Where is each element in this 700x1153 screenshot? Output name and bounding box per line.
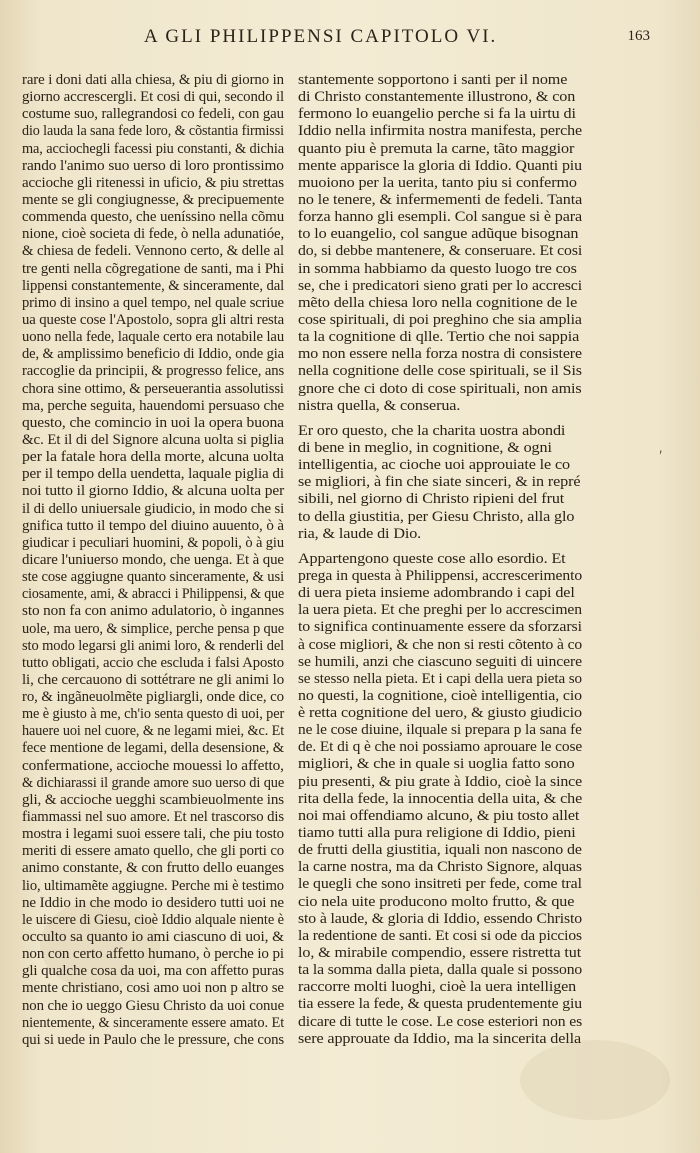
text-line: uono nella fede, laquale certo era notabile lau bbox=[22, 329, 285, 346]
text-line: nistra quella, & conserua. bbox=[298, 397, 461, 414]
text-line: hauere uoi nel cuore, & ne legami miei, &c. Et bbox=[22, 723, 285, 740]
text-line: do, si debbe mantenere, & conseruare. Et cosi bbox=[298, 243, 583, 260]
text-line: de. Et di q è che noi possiamo aprouare le cose bbox=[298, 739, 583, 756]
text-line: ria, & laude di Dio. bbox=[298, 525, 422, 542]
text-line: in somma habbiamo da questo luogo tre cos bbox=[298, 260, 577, 277]
text-line: commenda questo, che ueníssino nella cõmu bbox=[22, 209, 285, 226]
text-line: ne le cose diuine, ilquale si prepara p la sana fe bbox=[298, 722, 582, 739]
text-line: muoiono per la uerita, tanto piu si confermo bbox=[298, 174, 577, 191]
text-line: confermatione, accioche mouessi lo affetto, bbox=[22, 757, 284, 774]
text-line: Er oro questo, che la charita uostra abondi bbox=[298, 422, 566, 439]
text-line: per la fatale hora della morte, alcuna uolta bbox=[22, 449, 284, 466]
text-line: fermono lo euangelio perche si fa la uirtu di bbox=[298, 106, 576, 123]
text-line: lio, ultimamẽte aggiugne. Perche mi è testimo bbox=[22, 877, 284, 894]
text-line: &c. Et il di del Signore alcuna uolta si piglia bbox=[22, 431, 284, 448]
left-column bbox=[22, 72, 284, 1049]
text-line: Iddio nella infirmita nostra manifesta, perche bbox=[298, 123, 582, 140]
text-line: no le tenere, & infermementi de fedeli. Tanta bbox=[298, 191, 583, 208]
text-line: giorno accrescergli. Et cosi di qui, secondo il bbox=[22, 89, 285, 106]
text-line: prega in questa à Philippensi, accrescerimento bbox=[298, 567, 583, 584]
text-line: fiammassi nel suo amore. Et nel trascorso dis bbox=[22, 809, 284, 826]
text-line: per il tempo della uendetta, laquale piglia di bbox=[22, 466, 284, 483]
text-line: se humili, anzi che ciascuno seguiti di uincere bbox=[298, 653, 583, 670]
text-line: ma, perche seguita, hauendomi persuaso che bbox=[22, 397, 285, 414]
text-line: quanto piu è premuta la carne, tãto maggior bbox=[298, 140, 575, 157]
text-line: de frutti della giustitia, iquali non nascono de bbox=[298, 842, 582, 859]
text-line: fece mentione de legami, della desensione, & bbox=[22, 740, 285, 757]
text-line: mente se gli congiugnesse, & precipuemente bbox=[22, 191, 285, 208]
text-line: tiamo tutti alla pura religione di Iddio, pieni bbox=[298, 825, 576, 842]
text-line: raccorre molti luoghi, cioè la uera intelligen bbox=[298, 979, 577, 996]
text-line: dio lauda la sana fede loro, & cõstantia firmissi bbox=[22, 123, 284, 140]
right-column bbox=[298, 72, 582, 1048]
text-line: ciosamente, ami, & abracci i Philippensi, & que bbox=[22, 586, 285, 603]
text-line: primo di insino a quel tempo, nel quale scriue bbox=[22, 294, 284, 311]
text-line: tia essere la fede, & questa prudentemente giu bbox=[298, 996, 582, 1013]
text-line: animo constante, & con frutto dello euanges bbox=[22, 860, 285, 877]
text-line: meriti di essere amato quello, che gli porti co bbox=[22, 843, 285, 860]
text-line: dicare di tutte le cose. Le cose esteriori non es bbox=[298, 1013, 583, 1030]
text-line: rita della fede, la innocentia della uita, & che bbox=[298, 790, 583, 807]
text-line: intelligentia, ac cioche uoi approuiate le co bbox=[298, 457, 570, 474]
text-line: la redentione de santi. Et cosi si ode da piccios bbox=[298, 927, 582, 944]
paragraph bbox=[298, 423, 582, 543]
page-number: 163 bbox=[627, 28, 650, 44]
running-title: A GLI PHILIPPENSI CAPITOLO VI. bbox=[144, 26, 498, 47]
text-line: rando l'animo suo uerso di loro prontissimo bbox=[22, 157, 284, 174]
paragraph bbox=[298, 72, 582, 415]
text-line: to lo euangelio, col sangue adũque bisognan bbox=[298, 226, 579, 243]
text-line: lippensi constantemente, & sinceramente, dal bbox=[22, 277, 285, 294]
text-line: cio nela uite producono molto frutto, & que bbox=[298, 893, 575, 910]
text-line: stantemente sopportono i santi per il nome bbox=[298, 72, 568, 88]
text-line: rare i doni dati alla chiesa, & piu di giorno in bbox=[22, 72, 284, 88]
text-line: sere approuate da Iddio, ma la sincerita della bbox=[298, 1030, 582, 1047]
text-line: ne Iddio in che modo io desidero tutti uoi ne bbox=[22, 894, 284, 911]
text-line: accioche gli ritenessi in uficio, & piu strettas bbox=[22, 174, 284, 191]
text-line: noi tutto il giorno Iddio, & alcuna uolta per bbox=[22, 483, 285, 500]
text-line: sto non fa con animo adulatorio, ò ingannes bbox=[22, 603, 285, 620]
text-line: il di dello uniuersale giudicio, in modo che si bbox=[22, 500, 285, 517]
text-line: sibili, nel giorno di Christo ripieni del frut bbox=[298, 491, 565, 508]
text-line: to significa continuamente essere da sforzarsi bbox=[298, 619, 582, 636]
text-line: ro, & ingãneuolmẽte pigliargli, onde dice, co bbox=[22, 689, 284, 706]
text-line: forza hanno gli esempli. Col sangue si è para bbox=[298, 209, 583, 226]
paragraph-gap bbox=[298, 543, 582, 551]
text-line: gli qualche cosa da uoi, ma con affetto puras bbox=[22, 963, 285, 980]
text-line: di uera pieta insieme adombrando i capi del bbox=[298, 585, 575, 602]
text-line: gnore che ci doto di cose spirituali, non amis bbox=[298, 380, 582, 397]
text-line: nientemente, & sinceramente essere amato. Et bbox=[22, 1014, 285, 1031]
text-line: mostra i legami suoi essere tali, che piu tosto bbox=[22, 826, 285, 843]
text-line: me è giusto à me, ch'io senta questo di uoi, per bbox=[22, 706, 285, 723]
text-line: mente christiano, cosi amo uoi non p altro se bbox=[22, 980, 284, 997]
text-line: cose spirituali, di poi preghino che sia amplia bbox=[298, 311, 582, 328]
text-line: ta la somma dalla pieta, dalla quale si possono bbox=[298, 962, 583, 979]
text-line: mẽto della chiesa loro nella cognitione de le bbox=[298, 294, 578, 311]
text-line: ta la cognitione di qlle. Tertio che noi sappia bbox=[298, 329, 580, 346]
text-line: gli, & accioche uegghi scambieuolmente ins bbox=[22, 791, 285, 808]
text-line: lo, & mirabile compendio, essere ristretta tut bbox=[298, 945, 582, 962]
text-line: noi mai offendiamo alcuno, & piu tosto allet bbox=[298, 807, 580, 824]
text-line: di Christo constantemente illustrono, & con bbox=[298, 89, 576, 106]
text-line: non che io ueggo Giesu Christo da uoi conue bbox=[22, 997, 285, 1014]
margin-mark: ' bbox=[658, 448, 662, 465]
text-line: li, che cercauono di sottétrare ne gli animi lo bbox=[22, 671, 285, 688]
text-line: raccoglie da principii, & progresso felice, ans bbox=[22, 363, 285, 380]
text-line: & chiesa de fedeli. Vennono certo, & delle al bbox=[22, 243, 285, 260]
text-line: chora sine ottimo, & perseuerantia assolutissi bbox=[22, 380, 284, 397]
text-line: de, & amplissimo beneficio di Iddio, onde gia bbox=[22, 346, 285, 363]
paragraph bbox=[298, 551, 582, 1048]
text-line: piu presenti, & piu grate à Iddio, cioè la since bbox=[298, 773, 583, 790]
text-line: ste cose aggiugne quanto sinceramente, & usi bbox=[22, 569, 285, 586]
paragraph-gap bbox=[298, 415, 582, 423]
text-line: non con certo affetto humano, ò perche io pi bbox=[22, 946, 284, 963]
text-line: ma, acciochegli facessi piu constanti, & dichia bbox=[22, 140, 284, 157]
text-line: nella cognitione delle cose spirituali, se il Sis bbox=[298, 363, 582, 380]
text-line: costume suo, rallegrandosi co fedeli, con gau bbox=[22, 106, 284, 123]
text-line: à cose migliori, & che non si resti cõtento à co bbox=[298, 636, 583, 653]
text-line: giudicar i peculiari huomini, & popoli, ò à giu bbox=[22, 534, 284, 551]
text-line: occulto sa quanto io ami ciascuno di uoi, & bbox=[22, 929, 284, 946]
text-line: la uera pieta. Et che preghi per lo accrescimen bbox=[298, 602, 582, 619]
text-line: tre genti nella cõgregatione de santi, ma i Phi bbox=[22, 260, 285, 277]
text-line: gnifica tutto il tempo del diuino auuento, ò à bbox=[22, 517, 284, 534]
text-line: uole, ma uero, & simplice, perche pensa p que bbox=[22, 620, 285, 637]
text-line: è retta cognitione del uero, & giusto giudicio bbox=[298, 705, 583, 722]
running-header bbox=[130, 26, 650, 56]
text-line: le uiscere di Giesu, cioè Iddio alquale niente è bbox=[22, 911, 284, 928]
text-line: dicare l'uniuerso mondo, che uenga. Et à que bbox=[22, 551, 284, 568]
text-line: migliori, & che in quale si uoglia fatto sono bbox=[298, 756, 575, 773]
text-line: se stesso nella pieta. Et i capi della uera pieta so bbox=[298, 670, 582, 687]
text-line: questo, che comincio in uoi la opera buona bbox=[22, 414, 284, 431]
text-line: ua queste cose l'Apostolo, sopra gli altri resta bbox=[22, 311, 285, 328]
text-line: & dichiarassi il grande amore suo uerso di que bbox=[22, 774, 285, 791]
text-line: sto modo legarsi gli animi loro, & renderli del bbox=[22, 637, 285, 654]
text-line: mente apparisce la gloria di Iddio. Quanti piu bbox=[298, 157, 582, 174]
text-line: tutto obligati, accio che escluda i falsi Aposto bbox=[22, 654, 285, 671]
text-line: nione, cioè societa di fede, ò nella adunatióe, bbox=[22, 226, 285, 243]
text-line: la carne nostra, ma da Christo Signore, alquas bbox=[298, 859, 582, 876]
text-line: sto à laude, & gloria di Iddio, essendo Christo bbox=[298, 910, 583, 927]
text-line: mo non essere nella forza nostra di consistere bbox=[298, 346, 582, 363]
text-line: no questi, la cognitione, cioè intelligentia, cio bbox=[298, 687, 582, 704]
text-line: to della giustitia, per Giesu Christo, alla glo bbox=[298, 508, 575, 525]
text-line: se migliori, à fin che siate sinceri, & in repré bbox=[298, 474, 581, 491]
text-line: qui si uede in Paulo che le pressure, che cons bbox=[22, 1031, 285, 1048]
text-line: se, che i predicatori sieno grati per lo accresci bbox=[298, 277, 582, 294]
paper-stain bbox=[520, 1040, 670, 1120]
text-line: di bene in meglio, in cognitione, & ogni bbox=[298, 439, 552, 456]
text-line: le quegli che sono insitreti per fede, come tral bbox=[298, 876, 582, 893]
text-line: Appartengono queste cose allo esordio. Et bbox=[298, 550, 566, 567]
